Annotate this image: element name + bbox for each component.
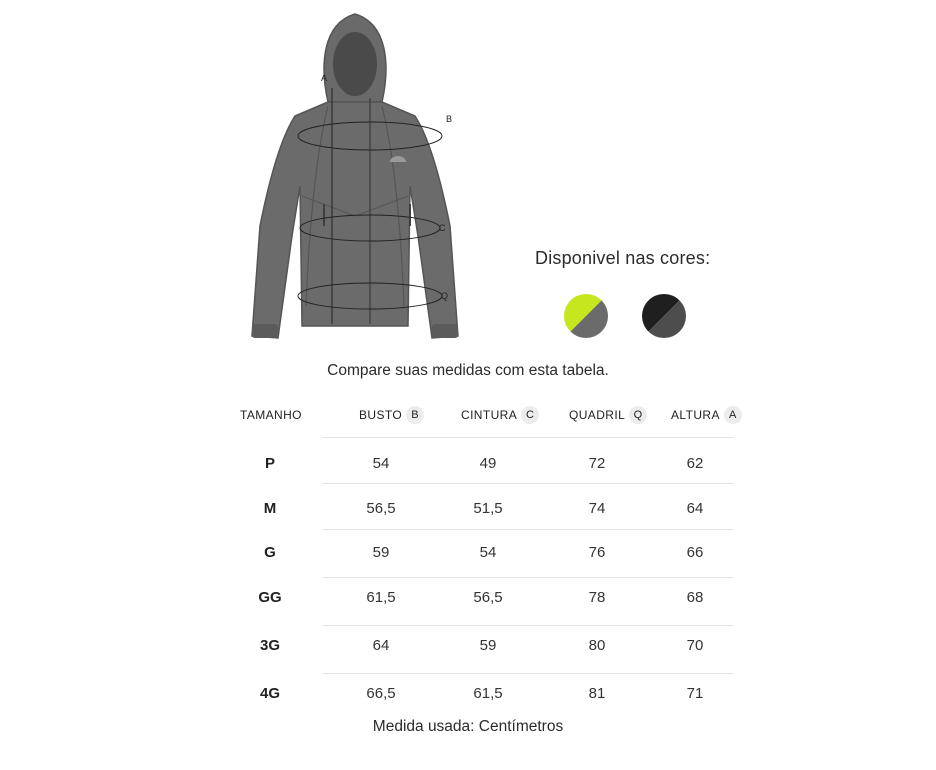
- header-size-label: TAMANHO: [240, 407, 302, 422]
- marker-b: B: [446, 114, 453, 124]
- waist-value: 54: [479, 544, 497, 561]
- right-cuff: [432, 324, 458, 338]
- unit-note: Medida usada: Centímetros: [372, 718, 564, 735]
- header-height: [671, 404, 742, 424]
- size-cell: G: [264, 544, 276, 561]
- color-swatch-lime[interactable]: [564, 294, 608, 338]
- header-bust-badge: B: [406, 406, 424, 424]
- bust-value: 54: [372, 455, 390, 472]
- height-value: 62: [686, 455, 704, 472]
- waist-value: 49: [479, 455, 497, 472]
- row-divider: [322, 625, 734, 626]
- hip-value: 72: [588, 455, 606, 472]
- size-cell: 3G: [259, 637, 280, 654]
- waist-value: 56,5: [473, 589, 503, 606]
- colors-title: Disponivel nas cores:: [535, 248, 711, 268]
- bust-value: 56,5: [366, 500, 396, 517]
- bust-value: 59: [372, 544, 390, 561]
- color-swatch-black[interactable]: [642, 294, 686, 338]
- jacket-diagram: [240, 6, 470, 351]
- size-cell: GG: [258, 589, 282, 606]
- header-hip: [569, 404, 647, 424]
- height-value: 70: [686, 637, 704, 654]
- header-size: [240, 404, 302, 424]
- header-waist: [461, 404, 539, 424]
- hip-value: 74: [588, 500, 606, 517]
- bust-value: 61,5: [366, 589, 396, 606]
- size-cell: M: [263, 500, 277, 517]
- row-divider: [322, 673, 734, 674]
- header-height-badge: A: [724, 406, 742, 424]
- header-bust: [359, 404, 424, 424]
- size-cell: P: [264, 455, 275, 472]
- row-divider: [322, 529, 734, 530]
- header-waist-label: CINTURA: [461, 407, 518, 422]
- row-divider: [322, 483, 734, 484]
- marker-q: Q: [441, 291, 449, 301]
- header-hip-badge: Q: [629, 406, 647, 424]
- bust-value: 64: [372, 637, 390, 654]
- waist-value: 51,5: [473, 500, 503, 517]
- header-waist-badge: C: [521, 406, 539, 424]
- left-cuff: [252, 324, 278, 338]
- waist-value: 59: [479, 637, 497, 654]
- header-bust-label: BUSTO: [359, 407, 403, 422]
- row-divider: [322, 437, 734, 438]
- marker-a: A: [321, 73, 328, 83]
- marker-c: C: [439, 223, 446, 233]
- size-cell: 4G: [259, 685, 280, 702]
- hip-value: 76: [588, 544, 606, 561]
- header-height-label: ALTURA: [671, 407, 720, 422]
- bust-value: 66,5: [366, 685, 396, 702]
- row-divider: [322, 577, 734, 578]
- height-value: 66: [686, 544, 704, 561]
- hip-value: 81: [588, 685, 606, 702]
- header-hip-label: QUADRIL: [569, 407, 626, 422]
- hip-value: 78: [588, 589, 606, 606]
- height-value: 71: [686, 685, 704, 702]
- waist-value: 61,5: [473, 685, 503, 702]
- height-value: 64: [686, 500, 704, 517]
- table-intro: Compare suas medidas com esta tabela.: [327, 362, 609, 379]
- height-value: 68: [686, 589, 704, 606]
- hood-opening: [333, 32, 377, 96]
- hip-value: 80: [588, 637, 606, 654]
